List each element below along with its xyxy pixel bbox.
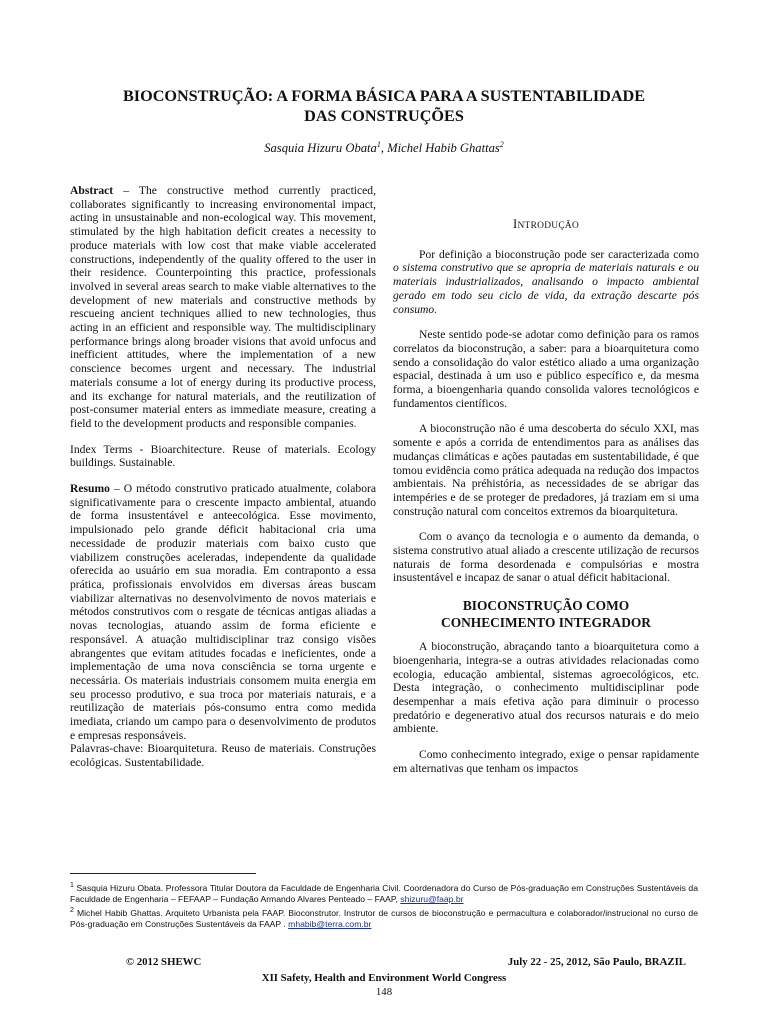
left-column <box>70 184 376 782</box>
footer-congress-name: XII Safety, Health and Environment World Congress <box>261 972 507 984</box>
section-2-paragraph-1: A bioconstrução, abraçando tanto a bioarquitetura como a bioengenharia, integra-se a outras atividades relacionadas como ecologia, educação ambiental, sistemas agroecológicos, etc. Desta integração, o conhecimento multidisciplinar pode desempenhar a mais efetiva ação para diminuir o processo predatório e degenerativo atual dos recursos naturais e do meio ambiente. <box>393 640 699 736</box>
author-2-name: Michel Habib Ghattas <box>387 141 500 156</box>
footnote-1-email-link[interactable]: shizuru@faap.br <box>400 893 464 904</box>
index-terms: Index Terms - Bioarchitecture. Reuse of materials. Ecology buildings. Sustainable. <box>70 442 376 470</box>
intro-heading-first-letter: I <box>512 217 518 231</box>
intro-p1-text: Por definição a bioconstrução pode ser caracterizada como <box>419 247 699 261</box>
footnote-divider <box>70 873 256 874</box>
right-column <box>393 218 699 788</box>
section-2-heading <box>393 597 699 631</box>
resumo-text: – O método construtivo praticado atualmente, colabora significativamente para o crescente impacto ambiental, atuando de forma insustentável e anteecológica. Esse movimento, impulsionado pelo grande déficit habitacional cria uma necessidade de produzir materiais com baixo custo que viabilizem construções aceleradas, independente da qualidade oferecida ao usuário em sua moradia. Em contraponto a essa prática, profissionais envolvidos em diversas áreas buscam viabilizar alternativas no desenvolvimento de novos materiais e métodos construtivos com o resgate de técnicas antigas aliadas a novas tecnologias, atuando assim de forma eficiente e responsável. A atuação multidisciplinar traz consigo visões abrangentes que evitam atitudes focadas e ineficientes, onde a implementação de uma nova consciência se torna urgente e necessária. Os materiais industriais consomem muita energia em seu processo produtivo, e sua troca por materiais naturais, e a reutilização de materiais pós-consumo entra como medida imediata, criando um campo para o desenvolvimento de produtos e empresas responsáveis. <box>70 482 376 742</box>
footnote-2 <box>70 905 698 930</box>
abstract-text: – The constructive method currently practiced, collaborates significantly to increasing environomental impact, acting in unsustainable and non-ecological way. This movement, stimulated by the high habitation deficit creates a necessity to produce materials with low cost that make viable accelerated constructions, independently of the quality offered to the user in their residence. Counterpointing this practice, professionals involved in several areas search to make viable alternatives to the development of new materials and constructive methods by rescueing ancient techniques allied to new technologies, thus acting in an efficient and responsible way. The multidisciplinary performance brings along broader visions that avoid unfocus and inefficient attitudes, where the implementation of a new conscience becomes urgent and necessary. The industrial materials consume a lot of energy during its productive process, and its exchange for natural materials, and the reutilization of post-consumer material enters as immediate measure, creating a field to the development products and responsible companies. <box>70 184 376 430</box>
intro-heading-rest: NTRODUÇÃO <box>517 221 580 231</box>
title-line-2: DAS CONSTRUÇÕES <box>304 107 464 125</box>
intro-heading <box>393 218 699 234</box>
page-number: 148 <box>375 986 393 998</box>
footnotes <box>70 880 698 930</box>
footnote-1-mark: 1 <box>70 882 74 889</box>
intro-paragraph-1 <box>393 248 699 317</box>
footer-date-place: July 22 - 25, 2012, São Paulo, BRAZIL <box>507 956 686 968</box>
keywords: Palavras-chave: Bioarquitetura. Reuso de materiais. Construções ecológicas. Sustentabilidade. <box>70 742 376 770</box>
abstract-paragraph <box>70 184 376 431</box>
author-1-name: Sasquia Hizuru Obata <box>264 141 377 156</box>
section-2-paragraph-2: Como conhecimento integrado, exige o pensar rapidamente em alternativas que tenham os impactos <box>393 748 699 775</box>
author-2-affiliation-mark: 2 <box>499 140 504 149</box>
resumo-label: Resumo <box>70 482 110 496</box>
resumo-paragraph <box>70 482 376 742</box>
footnote-1-text: Sasquia Hizuru Obata. Professora Titular Doutora da Faculdade de Engenharia Civil. Coordenadora do Curso de Pós-graduação em Construções Sustentáveis da Faculdade de Engenharia – FEFAAP – Fundação Armando Alvares Penteado – FAAP, <box>70 882 698 904</box>
paper-title <box>60 86 708 126</box>
footnote-1 <box>70 880 698 905</box>
title-line-1: BIOCONSTRUÇÃO: A FORMA BÁSICA PARA A SUSTENTABILIDADE <box>123 87 645 105</box>
abstract-label: Abstract <box>70 184 114 197</box>
footnote-2-email-link[interactable]: mhabib@terra.com.br <box>288 918 372 929</box>
intro-p1-definition: o sistema construtivo que se apropria de materiais naturais e ou materiais industrializados, analisando o impacto ambiental gerado em todo seu ciclo de vida, da extração descarte pós consumo. <box>393 261 699 316</box>
author-1-affiliation-mark: 1 <box>376 140 381 149</box>
intro-paragraph-3: A bioconstrução não é uma descoberta do século XXI, mas somente e após a corrida de entendimentos para as análises das mudanças climáticas e ações pautadas em sustentabilidade, é que tomou evidência como prática adequada na redução dos impactos ambientais. Na préhistória, as necessidades de se abrigar das intempéries e de se proteger de predadores, já traziam em si uma construção natural com conceitos extremos da bioarquitetura. <box>393 422 699 518</box>
footnote-2-text: Michel Habib Ghattas. Arquiteto Urbanista pela FAAP. Bioconstrutor. Instrutor de cursos de bioconstrução e permacultura e colaborador/instrucional no curso de Pós-graduação em Construções Sustentáveis da FAAP . <box>70 907 698 929</box>
section-2-heading-line-2: CONHECIMENTO INTEGRADOR <box>441 615 651 631</box>
author-separator: , <box>380 141 388 156</box>
footer-copyright: © 2012 SHEWC <box>126 956 202 968</box>
author-list <box>60 137 708 156</box>
section-2-heading-line-1: BIOCONSTRUÇÃO COMO <box>462 598 630 614</box>
intro-paragraph-4: Com o avanço da tecnologia e o aumento da demanda, o sistema construtivo atual aliado a crescente utilização de recursos naturais de forma desordenada e compulsórias e mostra insustentável e incapaz de sanar o atual déficit habitacional. <box>393 530 699 585</box>
intro-paragraph-2: Neste sentido pode-se adotar como definição para os ramos correlatos da bioconstrução, a saber: para a bioarquitetura como sendo a consolidação do valor estético aliado a uma organização espacial, destinada à um uso e público específico e, da mesma forma, a bioengenharia quando consolida valores tecnológicos e fundamentos científicos. <box>393 328 699 410</box>
footnote-2-mark: 2 <box>70 906 74 914</box>
